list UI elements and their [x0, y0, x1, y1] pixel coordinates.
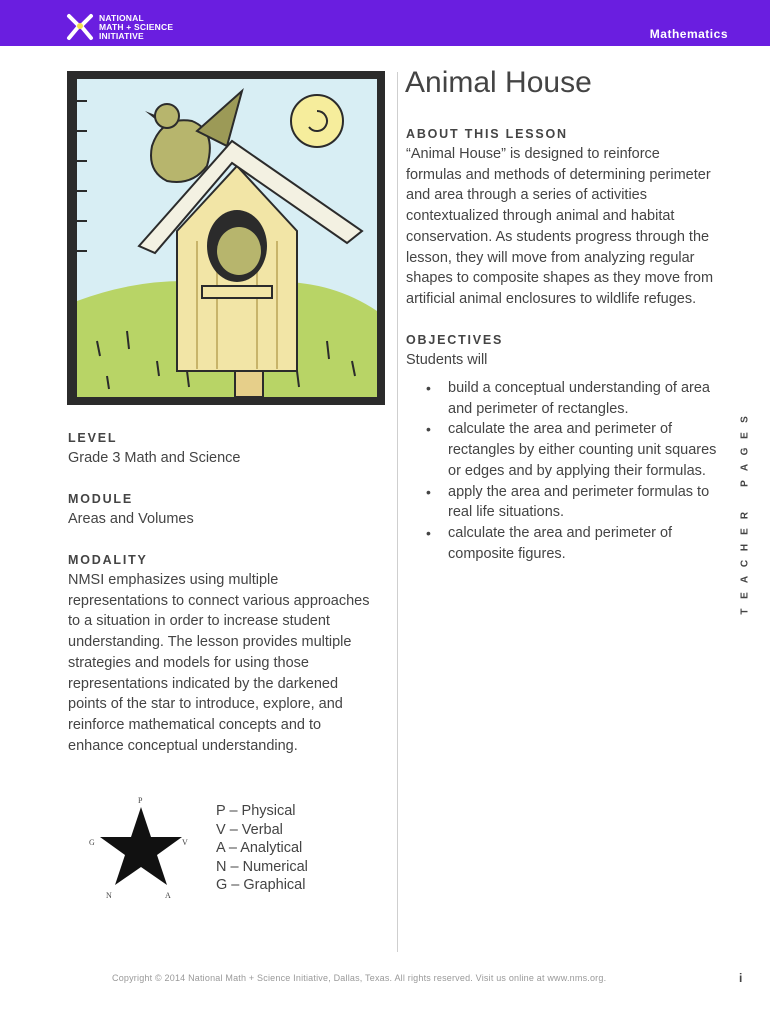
side-letter: E — [739, 592, 751, 599]
level-value: Grade 3 Math and Science — [68, 450, 241, 466]
teacher-pages-side-label — [735, 410, 755, 620]
objective-line: rectangles by either counting unit squares — [448, 442, 717, 459]
star-legend — [216, 802, 308, 895]
logo-line-2: MATH + SCIENCE — [99, 22, 174, 32]
modality-line: NMSI emphasizes using multiple — [68, 572, 279, 588]
side-letter: E — [739, 528, 751, 535]
objective-line: • apply the area and perimeter formulas to — [448, 483, 710, 500]
star-letter-n: N — [106, 891, 112, 900]
nmsi-logo[interactable] — [66, 12, 196, 46]
objective-line: or edges and by applying their formulas. — [448, 462, 706, 479]
about-line: shapes to composite shapes as they move from — [406, 270, 714, 287]
star-letter-a: A — [165, 891, 171, 900]
legend-item: G – Graphical — [216, 877, 306, 894]
nmsi-logo-icon — [66, 12, 94, 42]
objectives-heading: OBJECTIVES — [406, 333, 504, 347]
modality-line: understanding. The lesson provides multiple — [68, 634, 352, 651]
about-line: artificial animal enclosures to wildlife refuges. — [406, 290, 697, 307]
about-text — [406, 144, 736, 310]
objective-line: real life situations. — [448, 504, 565, 521]
page-title: Animal House — [405, 66, 592, 99]
side-letter: T — [739, 608, 751, 615]
star-letter-p: P — [138, 796, 143, 805]
about-line: lesson, they will move from analyzing regular — [406, 249, 695, 266]
star-letter-g: G — [89, 838, 95, 847]
modality-line: reinforce mathematical concepts and to — [68, 716, 322, 733]
side-letter: C — [739, 559, 751, 568]
about-line: and area through a series of activities — [406, 187, 647, 204]
logo-line-1: NATIONAL — [99, 13, 144, 23]
modality-line: to a situation in order to increase student — [68, 613, 330, 630]
about-line: conservation. As students progress through the — [406, 228, 710, 245]
side-letter: G — [739, 447, 751, 456]
modality-line: enhance conceptual understanding. — [68, 737, 298, 754]
objective-line: • build a conceptual understanding of area — [448, 380, 710, 396]
subject-label: Mathematics — [649, 27, 728, 41]
side-letter: A — [739, 463, 751, 472]
legend-item: A – Analytical — [216, 840, 303, 857]
header-bar — [0, 0, 770, 46]
list-item — [426, 378, 726, 419]
side-letter: S — [739, 416, 751, 423]
objective-line: • calculate the area and perimeter of — [448, 421, 673, 438]
star-icon — [84, 795, 199, 905]
list-item — [426, 523, 726, 564]
side-letter: P — [739, 480, 751, 487]
objectives-list — [426, 378, 726, 564]
legend-item: P – Physical — [216, 803, 296, 819]
modality-text — [68, 570, 388, 756]
modality-line: representations indicated by the darkened — [68, 675, 339, 692]
birdhouse-illustration — [67, 71, 385, 405]
logo-text — [99, 14, 173, 41]
side-letter: A — [739, 575, 751, 584]
modality-star-diagram — [84, 795, 199, 905]
modality-heading: MODALITY — [68, 553, 148, 567]
objective-line: composite figures. — [448, 545, 566, 562]
module-value: Areas and Volumes — [68, 511, 194, 527]
module-heading: MODULE — [68, 492, 133, 506]
about-line: “Animal House” is designed to reinforce — [406, 146, 660, 162]
copyright-footer: Copyright © 2014 National Math + Science Initiative, Dallas, Texas. All rights reserved. Visit us online at www.nms.org. — [112, 973, 607, 983]
objectives-intro: Students will — [406, 352, 488, 368]
legend-item: N – Numerical — [216, 858, 308, 875]
about-line: contextualized through animal and habitat — [406, 208, 675, 225]
about-line: formulas and methods of determining perimeter — [406, 166, 711, 183]
modality-line: strategies and models for using those — [68, 654, 309, 671]
page-number: i — [739, 971, 743, 985]
side-letter: R — [739, 511, 751, 520]
column-divider — [397, 72, 398, 952]
objective-line: • calculate the area and perimeter of — [448, 524, 673, 541]
modality-line: points of the star to introduce, explore, and — [68, 696, 343, 713]
side-letter: H — [739, 543, 751, 552]
modality-line: representations to connect various approaches — [68, 592, 370, 609]
logo-line-3: INITIATIVE — [99, 31, 144, 41]
list-item — [426, 482, 726, 523]
legend-item: V – Verbal — [216, 821, 283, 838]
star-letter-v: V — [182, 838, 188, 847]
level-heading: LEVEL — [68, 431, 118, 445]
about-heading: ABOUT THIS LESSON — [406, 127, 568, 141]
objective-line: and perimeter of rectangles. — [448, 400, 629, 417]
side-letter: E — [739, 432, 751, 439]
list-item — [426, 419, 726, 481]
